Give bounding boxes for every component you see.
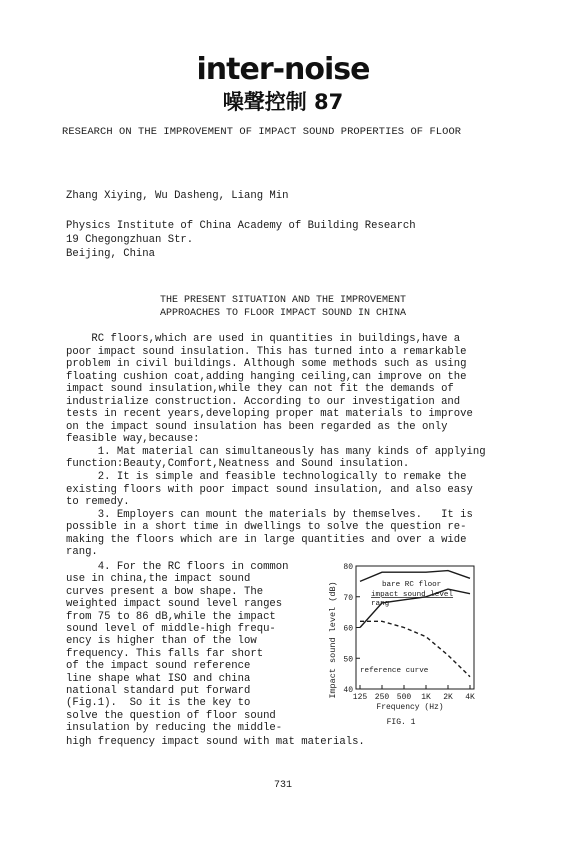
body-line: industrialize construction. According to our investigation and <box>66 395 461 408</box>
y-tick-label: 80 <box>343 563 353 572</box>
body-line: tests in recent years,developing proper mat materials to improve <box>66 408 473 421</box>
body-line: (Fig.1). So it is the key to <box>66 697 251 710</box>
page-number: 731 <box>273 780 292 791</box>
annotation-reference-curve: reference curve <box>360 667 429 675</box>
body-line: frequency. This falls far short <box>66 647 264 660</box>
body-line: high frequency impact sound with mat materials. <box>66 736 365 748</box>
body-line: from 75 to 86 dB,while the impact <box>66 610 276 623</box>
x-axis-label: Frequency (Hz) <box>376 703 444 712</box>
section-heading: THE PRESENT SITUATION AND THE IMPROVEMENT <box>159 295 407 306</box>
y-tick-label: 60 <box>343 624 353 634</box>
x-tick-label: 1K <box>421 693 431 702</box>
body-line: of the impact sound reference <box>66 660 251 673</box>
paper-title: RESEARCH ON THE IMPROVEMENT OF IMPACT SOUND PROPERTIES OF FLOOR <box>62 126 462 138</box>
x-tick-label: 125 <box>352 693 368 702</box>
body-line: 3. Employers can mount the materials by themselves. It is <box>66 508 473 521</box>
body-line: impact sound insulation,while they can not fit the demands of <box>66 383 454 396</box>
body-line: floating cushion coat,adding hanging ceiling,can improve on the <box>66 370 467 383</box>
body-line: weighted impact sound level ranges <box>66 598 283 611</box>
body-line: on the impact sound insulation has been regarded as the only <box>66 420 448 433</box>
body-line: existing floors with poor impact sound insulation, and also easy <box>66 483 473 496</box>
affiliation-line: Beijing, China <box>66 248 156 260</box>
body-line: curves present a bow shape. The <box>66 585 264 598</box>
y-tick-label: 50 <box>343 655 353 665</box>
body-line: function:Beauty,Comfort,Neatness and Sound insulation. <box>66 458 410 471</box>
figure-caption: FIG. 1 <box>386 718 416 727</box>
body-line: poor impact sound insulation. This has turned into a remarkable <box>66 345 467 358</box>
series-line <box>360 571 470 582</box>
body-line: possible in a short time in dwellings to solve the question re- <box>66 521 467 534</box>
figure-1-chart <box>318 558 484 734</box>
body-line: solve the question of floor sound <box>66 709 276 722</box>
y-axis-label: Impact sound level (dB) <box>328 581 338 699</box>
body-line: 4. For the RC floors in common <box>66 561 289 573</box>
body-line: problem in civil buildings. Although some methods such as using <box>66 358 467 371</box>
x-tick-label: 2K <box>443 693 453 702</box>
y-tick-label: 70 <box>343 593 353 603</box>
body-line: 1. Mat material can simultaneously has many kinds of applying <box>66 445 486 458</box>
body-line: use in china,the impact sound <box>66 573 251 586</box>
body-line: ency is higher than of the low <box>66 635 257 648</box>
body-line: making the floors which are in large quantities and over a wide <box>66 533 467 546</box>
x-tick-label: 500 <box>396 693 412 702</box>
section-heading: APPROACHES TO FLOOR IMPACT SOUND IN CHINA <box>159 308 407 319</box>
body-line: 2. It is simple and feasible technologically to remake the <box>66 471 467 484</box>
conference-logo-subtitle: 噪聲控制 87 <box>222 90 344 114</box>
body-line: insulation by reducing the middle- <box>66 722 283 735</box>
paper-authors: Zhang Xiying, Wu Dasheng, Liang Min <box>66 190 289 202</box>
body-line: rang. <box>66 546 98 559</box>
x-tick-label: 4K <box>465 693 475 702</box>
annotation-impact-sound-level: impact sound level <box>371 591 454 599</box>
annotation-range: rang <box>371 600 390 608</box>
body-line: feasible way,because: <box>66 433 200 446</box>
body-text <box>66 333 486 559</box>
body-line: national standard put forward <box>66 685 251 698</box>
column-text <box>66 561 289 735</box>
affiliation-line: Physics Institute of China Academy of Building Research <box>66 220 416 232</box>
y-tick-label: 40 <box>343 686 353 695</box>
body-line: RC floors,which are used in quantities in buildings,have a <box>66 333 461 345</box>
body-line: line shape what ISO and china <box>66 672 251 685</box>
x-tick-label: 250 <box>374 693 390 702</box>
annotation-bare-rc-floor: bare RC floor <box>382 581 442 589</box>
body-line: to remedy. <box>66 496 130 509</box>
affiliation-line: 19 Chegongzhuan Str. <box>66 234 194 246</box>
body-line: sound level of middle-high frequ- <box>66 623 276 636</box>
conference-logo: inter-noise <box>196 52 370 87</box>
